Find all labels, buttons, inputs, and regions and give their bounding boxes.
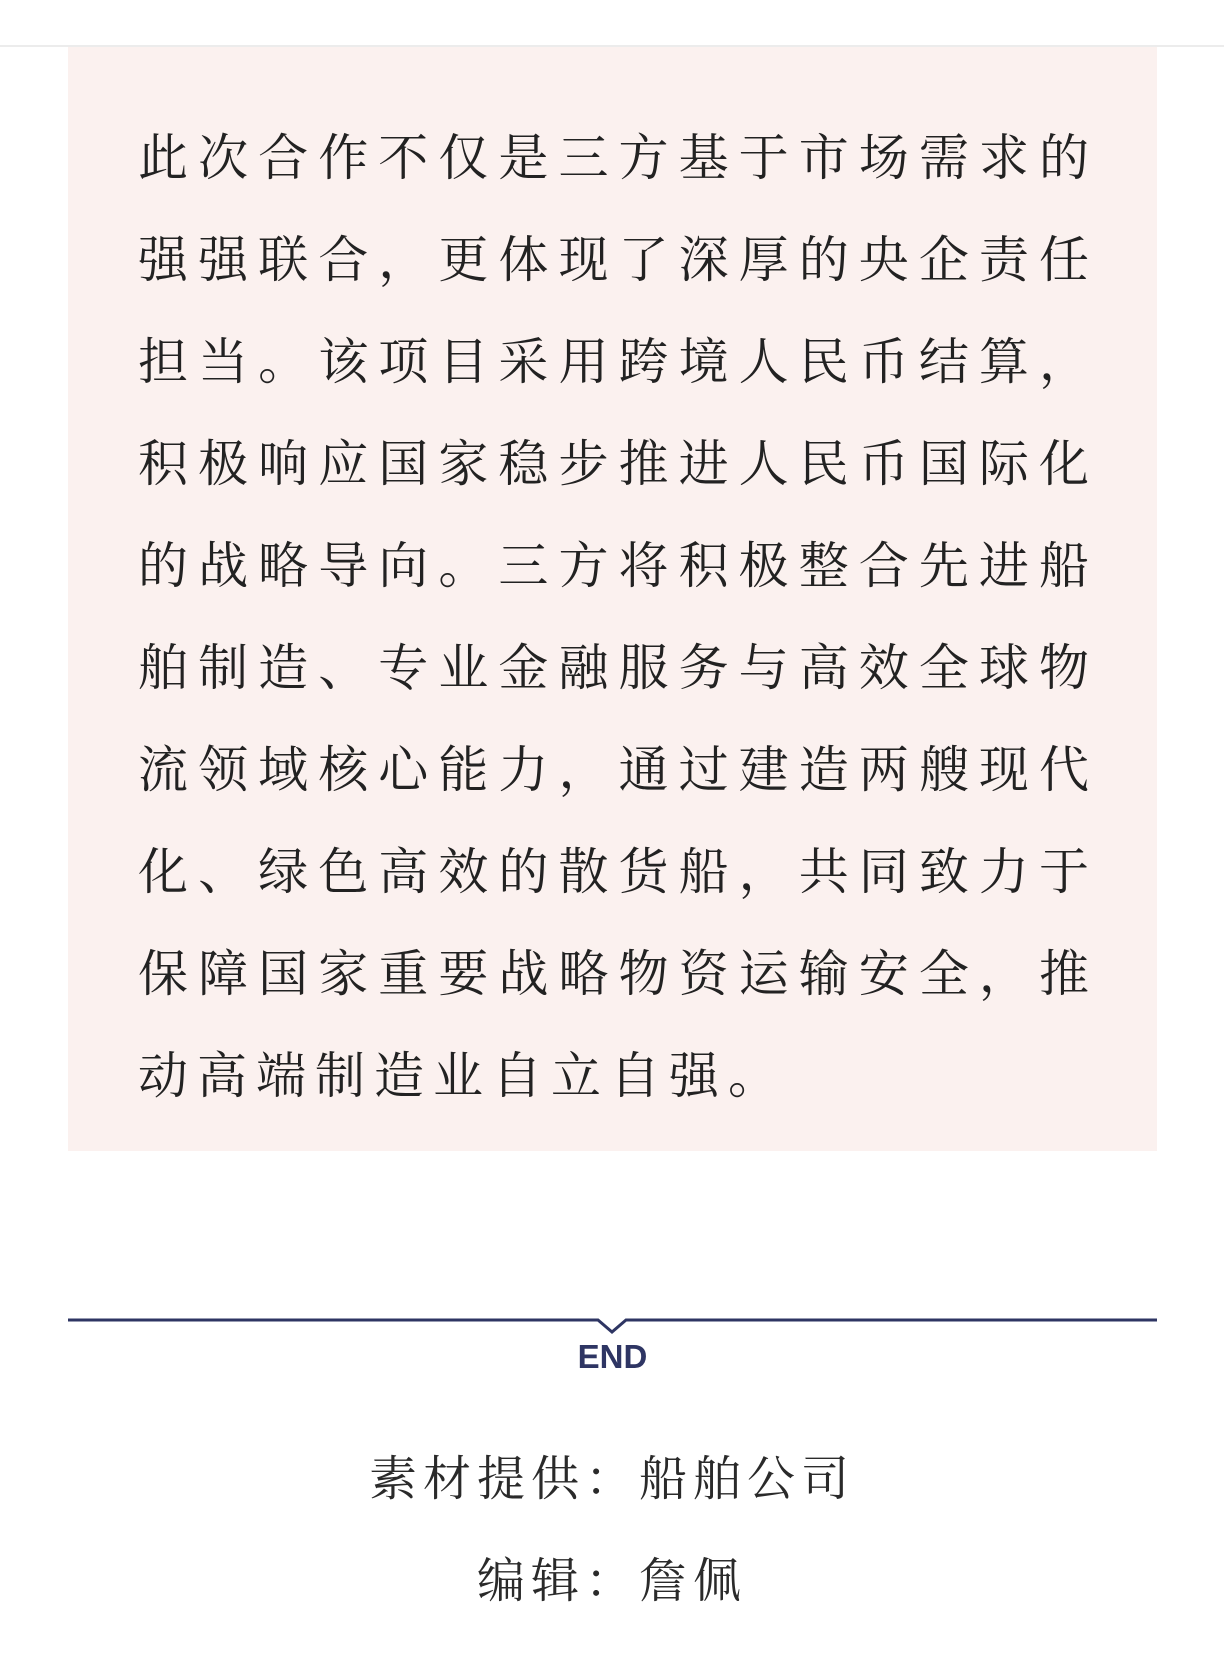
end-label: END [577, 1338, 648, 1375]
credit-editor: 编辑：詹佩 [476, 1553, 747, 1609]
credit-source: 素材提供：船舶公司 [368, 1451, 855, 1507]
article-body-text: 此次合作不仅是三方基于市场需求的强强联合，更体现了深厚的央企责任担当。该项目采用跨境人民币结算，积极响应国家稳步推进人民币国际化的战略导向。三方将积极整合先进船舶制造、专业金融服务与高效全球物流领域核心能力，通过建造两艘现代化、绿色高效的散货船，共同致力于保障国家重要战略物资运输安全，推动高端制造业自立自强。 [138, 129, 1098, 1105]
end-divider-section [68, 1308, 1157, 1398]
article-content-card [68, 47, 1157, 1151]
